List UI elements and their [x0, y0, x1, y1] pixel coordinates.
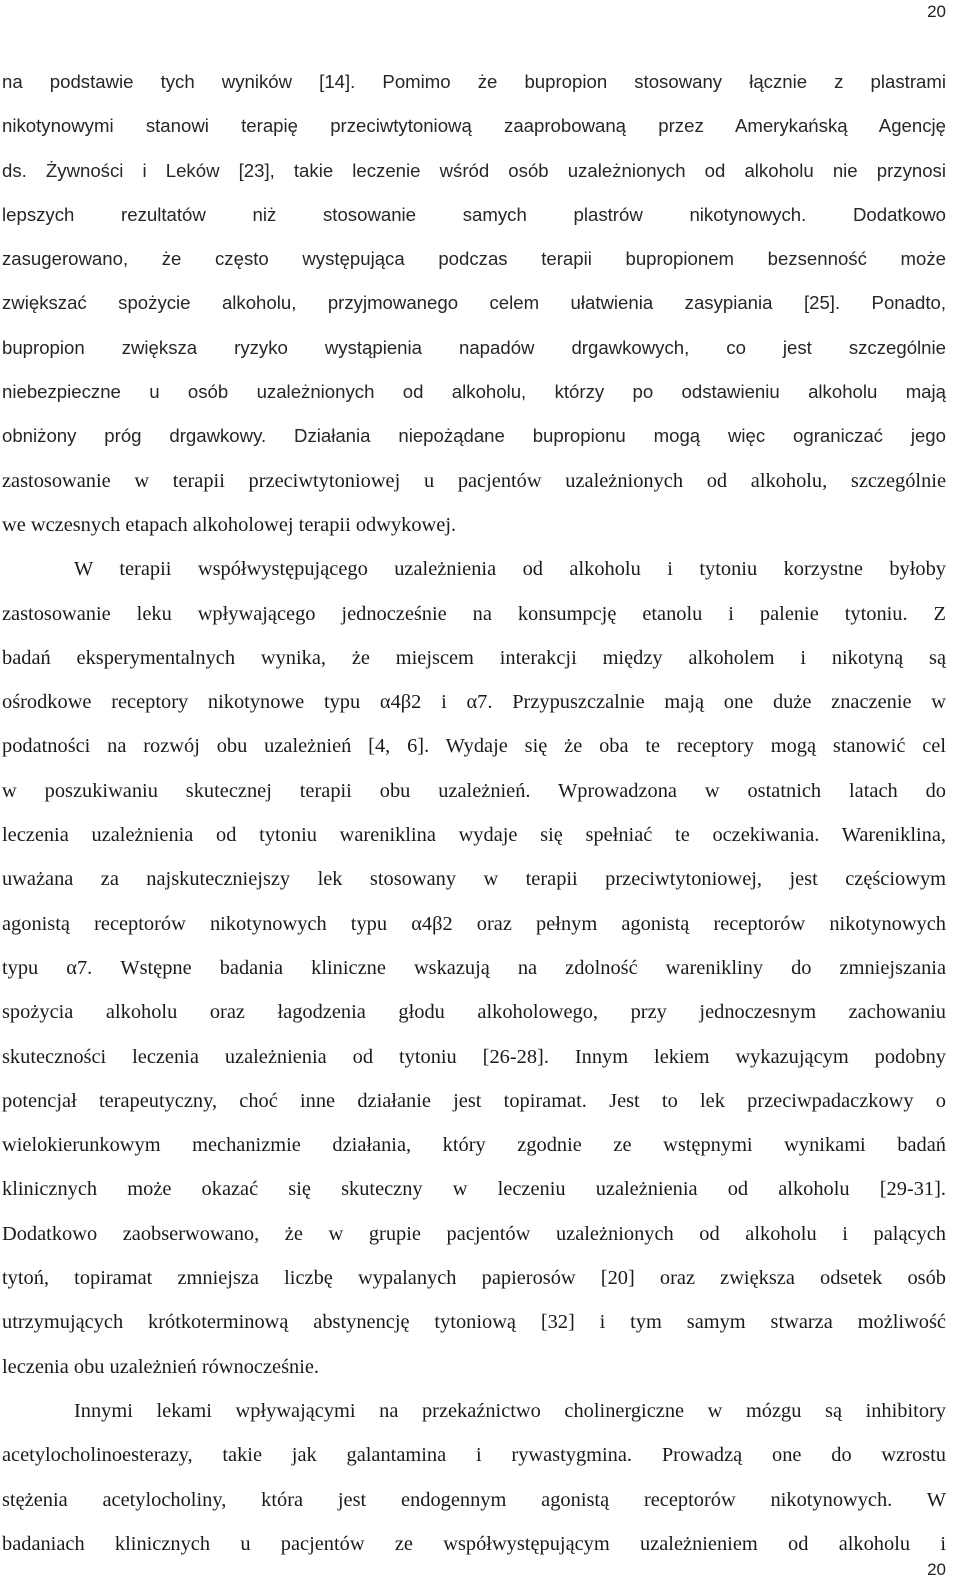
text-line: ds. Żywności i Leków [23], takie leczenie wśród osób uzależnionych od alkoholu nie przynosi	[2, 159, 946, 181]
document-body	[2, 60, 946, 1566]
text-line: ośrodkowe receptory nikotynowe typu α4β2 i α7. Przypuszczalnie mają one duże znaczenie w	[2, 691, 946, 714]
text-line: we wczesnych etapach alkoholowej terapii odwykowej.	[2, 513, 457, 536]
text-line: w poszukiwaniu skutecznej terapii obu uzależnień. Wprowadzona w ostatnich latach do	[2, 779, 946, 802]
text-line: acetylocholinoesterazy, takie jak galantamina i rywastygmina. Prowadzą one do wzrostu	[2, 1444, 946, 1467]
text-line: bupropion zwiększa ryzyko wystąpienia napadów drgawkowych, co jest szczególnie	[2, 336, 946, 358]
text-line: skuteczności leczenia uzależnienia od tytoniu [26-28]. Innym lekiem wykazującym podobny	[2, 1045, 946, 1068]
text-line: typu α7. Wstępne badania kliniczne wskazują na zdolność warenikliny do zmniejszania	[2, 956, 946, 979]
text-line: agonistą receptorów nikotynowych typu α4β2 oraz pełnym agonistą receptorów nikotynowych	[2, 912, 946, 935]
text-line: na podstawie tych wyników [14]. Pomimo że bupropion stosowany łącznie z plastrami	[2, 71, 946, 92]
text-line: badań eksperymentalnych wynika, że miejscem interakcji między alkoholem i nikotyną są	[2, 646, 946, 669]
text-line: leczenia uzależnienia od tytoniu wareniklina wydaje się spełniać te oczekiwania. Wareniklina,	[2, 824, 946, 847]
text-line: niebezpieczne u osób uzależnionych od alkoholu, którzy po odstawieniu alkoholu mają	[2, 381, 946, 403]
text-line: utrzymujących krótkoterminową abstynencję tytoniową [32] i tym samym stwarza możliwość	[2, 1311, 946, 1334]
text-line: spożycia alkoholu oraz łagodzenia głodu alkoholowego, przy jednoczesnym zachowaniu	[2, 1001, 946, 1024]
text-line: obniżony próg drgawkowy. Działania niepożądane bupropionu mogą więc ograniczać jego	[2, 425, 946, 447]
text-line: podatności na rozwój obu uzależnień [4, 6]. Wydaje się że oba te receptory mogą stanowić cel	[2, 735, 946, 758]
text-line: zastosowanie w terapii przeciwtytoniowej u pacjentów uzależnionych od alkoholu, szczególnie	[2, 469, 946, 492]
text-line: W terapii współwystępującego uzależnienia od alkoholu i tytoniu korzystne byłoby	[74, 558, 946, 581]
text-line: Dodatkowo zaobserwowano, że w grupie pacjentów uzależnionych od alkoholu i palących	[2, 1222, 946, 1245]
text-line: lepszych rezultatów niż stosowanie samych plastrów nikotynowych. Dodatkowo	[2, 203, 946, 225]
text-line: stężenia acetylocholiny, która jest endogennym agonistą receptorów nikotynowych. W	[2, 1488, 946, 1511]
text-line: potencjał terapeutyczny, choć inne działanie jest topiramat. Jest to lek przeciwpadaczkowy o	[2, 1089, 946, 1112]
text-line: uważana za najskuteczniejszy lek stosowany w terapii przeciwtytoniowej, jest częściowym	[2, 868, 946, 891]
page-number-bottom: 20	[927, 1560, 946, 1579]
text-line: zastosowanie leku wpływającego jednocześnie na konsumpcję etanolu i palenie tytoniu. Z	[2, 602, 946, 625]
text-line: wielokierunkowym mechanizmie działania, który zgodnie ze wstępnymi wynikami badań	[2, 1134, 946, 1157]
text-line: zasugerowano, że często występująca podczas terapii bupropionem bezsenność może	[2, 248, 946, 270]
text-line: Innymi lekami wpływającymi na przekaźnictwo cholinergiczne w mózgu są inhibitory	[74, 1399, 946, 1422]
text-line: badaniach klinicznych u pacjentów ze współwystępującym uzależnieniem od alkoholu i	[2, 1532, 946, 1555]
text-line: zwiększać spożycie alkoholu, przyjmowanego celem ułatwienia zasypiania [25]. Ponadto,	[2, 292, 946, 314]
text-line: nikotynowymi stanowi terapię przeciwtytoniową zaaprobowaną przez Amerykańską Agencję	[2, 115, 946, 137]
text-line: leczenia obu uzależnień równocześnie.	[2, 1355, 320, 1378]
text-line: klinicznych może okazać się skuteczny w leczeniu uzależnienia od alkoholu [29-31].	[2, 1178, 946, 1201]
page-number-top: 20	[927, 2, 946, 21]
text-line: tytoń, topiramat zmniejsza liczbę wypalanych papierosów [20] oraz zwiększa odsetek osób	[2, 1267, 946, 1290]
